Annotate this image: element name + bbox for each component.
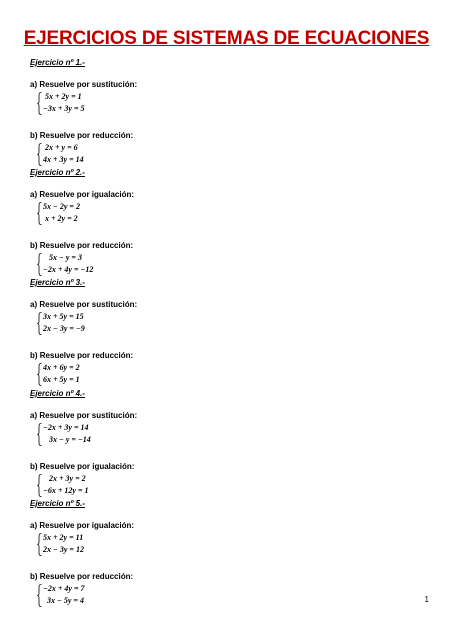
- part-instruction: b) Resuelve por reducción:: [30, 241, 134, 250]
- part-instruction: b) Resuelve por reducción:: [30, 131, 134, 140]
- equation-2: x + 2y = 2: [43, 214, 78, 223]
- exercise-part: [30, 462, 430, 498]
- exercise-heading: Ejercicio nº 2.-: [30, 168, 85, 177]
- equation-1: 5x − 2y = 2: [43, 202, 80, 211]
- exercise-heading: Ejercicio nº 4.-: [30, 389, 85, 398]
- exercise-part: [30, 521, 430, 557]
- equation-2: −6x + 12y = 1: [43, 486, 89, 495]
- exercise-part: [30, 411, 430, 447]
- equation-1: 2x + y = 6: [43, 143, 78, 152]
- equation-1: 5x + 2y = 11: [43, 533, 84, 542]
- brace-icon: [37, 584, 41, 606]
- equation-system: [37, 92, 430, 116]
- equation-1: 4x + 6y = 2: [43, 363, 80, 372]
- equation-system: [37, 423, 430, 447]
- equation-2: 4x + 3y = 14: [43, 155, 84, 164]
- equation-2: 3x − y = −14: [43, 435, 91, 444]
- brace-icon: [37, 312, 41, 334]
- brace-icon: [37, 202, 41, 224]
- equation-system: [37, 474, 430, 498]
- exercise-part: [30, 190, 430, 226]
- exercise-part: [30, 572, 430, 608]
- part-instruction: b) Resuelve por reducción:: [30, 572, 134, 581]
- exercise-part: [30, 80, 430, 116]
- equation-2: −2x + 4y = −12: [43, 265, 94, 274]
- equation-system: [37, 143, 430, 167]
- exercise-part: [30, 300, 430, 336]
- part-instruction: a) Resuelve por igualación:: [30, 521, 135, 530]
- exercise-3: [30, 278, 430, 387]
- page-number: 1: [424, 595, 429, 604]
- exercise-1: [30, 58, 430, 167]
- exercise-heading: Ejercicio nº 5.-: [30, 499, 85, 508]
- exercise-2: [30, 168, 430, 277]
- equation-2: 6x + 5y = 1: [43, 375, 80, 384]
- part-instruction: a) Resuelve por sustitución:: [30, 411, 138, 420]
- page-title: EJERCICIOS DE SISTEMAS DE ECUACIONES: [23, 28, 430, 49]
- brace-icon: [37, 474, 41, 496]
- equation-2: 2x − 3y = 12: [43, 545, 84, 554]
- exercise-heading: Ejercicio nº 3.-: [30, 278, 85, 287]
- exercise-part: [30, 131, 430, 167]
- equation-1: 5x − y = 3: [43, 253, 82, 262]
- equation-1: 2x + 3y = 2: [43, 474, 86, 483]
- equation-system: [37, 253, 430, 277]
- brace-icon: [37, 143, 41, 165]
- equation-system: [37, 584, 430, 608]
- part-instruction: a) Resuelve por igualación:: [30, 190, 135, 199]
- equation-2: 3x − 5y = 4: [43, 596, 84, 605]
- equation-system: [37, 363, 430, 387]
- part-instruction: a) Resuelve por sustitución:: [30, 80, 138, 89]
- exercise-part: [30, 241, 430, 277]
- equation-system: [37, 312, 430, 336]
- equation-2: 2x − 3y = −9: [43, 324, 85, 333]
- equation-1: 5x + 2y = 1: [43, 92, 82, 101]
- brace-icon: [37, 533, 41, 555]
- exercise-heading: Ejercicio nº 1.-: [30, 58, 85, 67]
- equation-2: −3x + 3y = 5: [43, 104, 85, 113]
- equation-1: −2x + 3y = 14: [43, 423, 89, 432]
- brace-icon: [37, 92, 41, 114]
- brace-icon: [37, 253, 41, 275]
- exercise-4: [30, 389, 430, 498]
- part-instruction: a) Resuelve por sustitución:: [30, 300, 138, 309]
- equation-system: [37, 533, 430, 557]
- part-instruction: b) Resuelve por igualación:: [30, 462, 135, 471]
- part-instruction: b) Resuelve por reducción:: [30, 351, 134, 360]
- exercise-5: [30, 499, 430, 608]
- equation-1: 3x + 5y = 15: [43, 312, 84, 321]
- brace-icon: [37, 363, 41, 385]
- brace-icon: [37, 423, 41, 445]
- equation-system: [37, 202, 430, 226]
- exercise-part: [30, 351, 430, 387]
- equation-1: −2x + 4y = 7: [43, 584, 85, 593]
